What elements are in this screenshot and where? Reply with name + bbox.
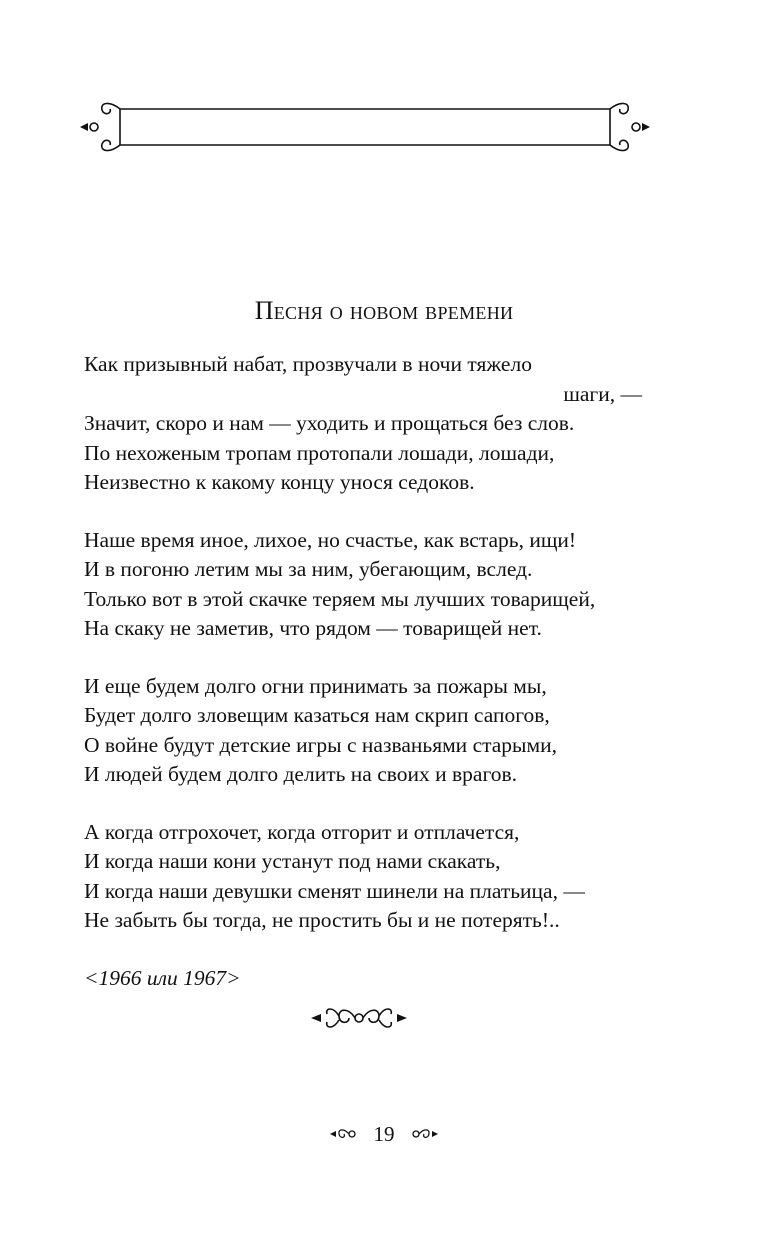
poem-line: И людей будем долго делить на своих и врагов. bbox=[84, 762, 518, 786]
stanza-4 bbox=[84, 818, 654, 936]
poem-line: Значит, скоро и нам — уходить и прощаться без слов. bbox=[84, 411, 575, 435]
poem-title: Песня о новом времени bbox=[254, 296, 514, 325]
poem-line: Будет долго зловещим казаться нам скрип сапогов, bbox=[84, 703, 550, 727]
poem-line: И в погоню летим мы за ним, убегающим, вслед. bbox=[84, 557, 533, 581]
folio-left-ornament bbox=[330, 1126, 360, 1142]
poem-body bbox=[84, 350, 654, 993]
poem-line: И когда наши кони устанут под нами скакать, bbox=[84, 849, 501, 873]
poem-line: А когда отгрохочет, когда отгорит и отплачется, bbox=[84, 819, 520, 844]
poem-line: По нехоженым тропам протопали лошади, лошади, bbox=[84, 440, 555, 465]
stanza-1 bbox=[84, 350, 654, 498]
poem-line: Не забыть бы тогда, не простить бы и не потерять!.. bbox=[84, 908, 560, 932]
poem-line: Неизвестно к какому концу унося седоков. bbox=[84, 470, 475, 494]
page-number: 19 bbox=[373, 1121, 395, 1146]
stanza-3 bbox=[84, 672, 654, 790]
stanza-2 bbox=[84, 526, 654, 644]
poem-line: Только вот в этой скачке теряем мы лучших товарищей, bbox=[84, 586, 596, 611]
divider-ornament bbox=[309, 998, 409, 1038]
poem-line: И когда наши девушки сменят шинели на платьица, — bbox=[84, 878, 585, 903]
folio-right-ornament bbox=[408, 1126, 438, 1142]
poem-line: О войне будут детские игры с названьями старыми, bbox=[84, 732, 557, 757]
page-footer bbox=[0, 1120, 768, 1147]
poem-line: Наше время иное, лихое, но счастье, как встарь, ищи! bbox=[84, 527, 577, 552]
poem-line-continuation: шаги, — bbox=[563, 381, 642, 406]
poem-date: <1966 или 1967> bbox=[84, 965, 241, 990]
poem-line: Как призывный набат, прозвучали в ночи тяжело bbox=[84, 352, 532, 376]
poem-line: На скаку не заметив, что рядом — товарищей нет. bbox=[84, 616, 542, 640]
poem-line: И еще будем долго огни принимать за пожары мы, bbox=[84, 673, 547, 698]
header-ornament bbox=[80, 96, 650, 158]
